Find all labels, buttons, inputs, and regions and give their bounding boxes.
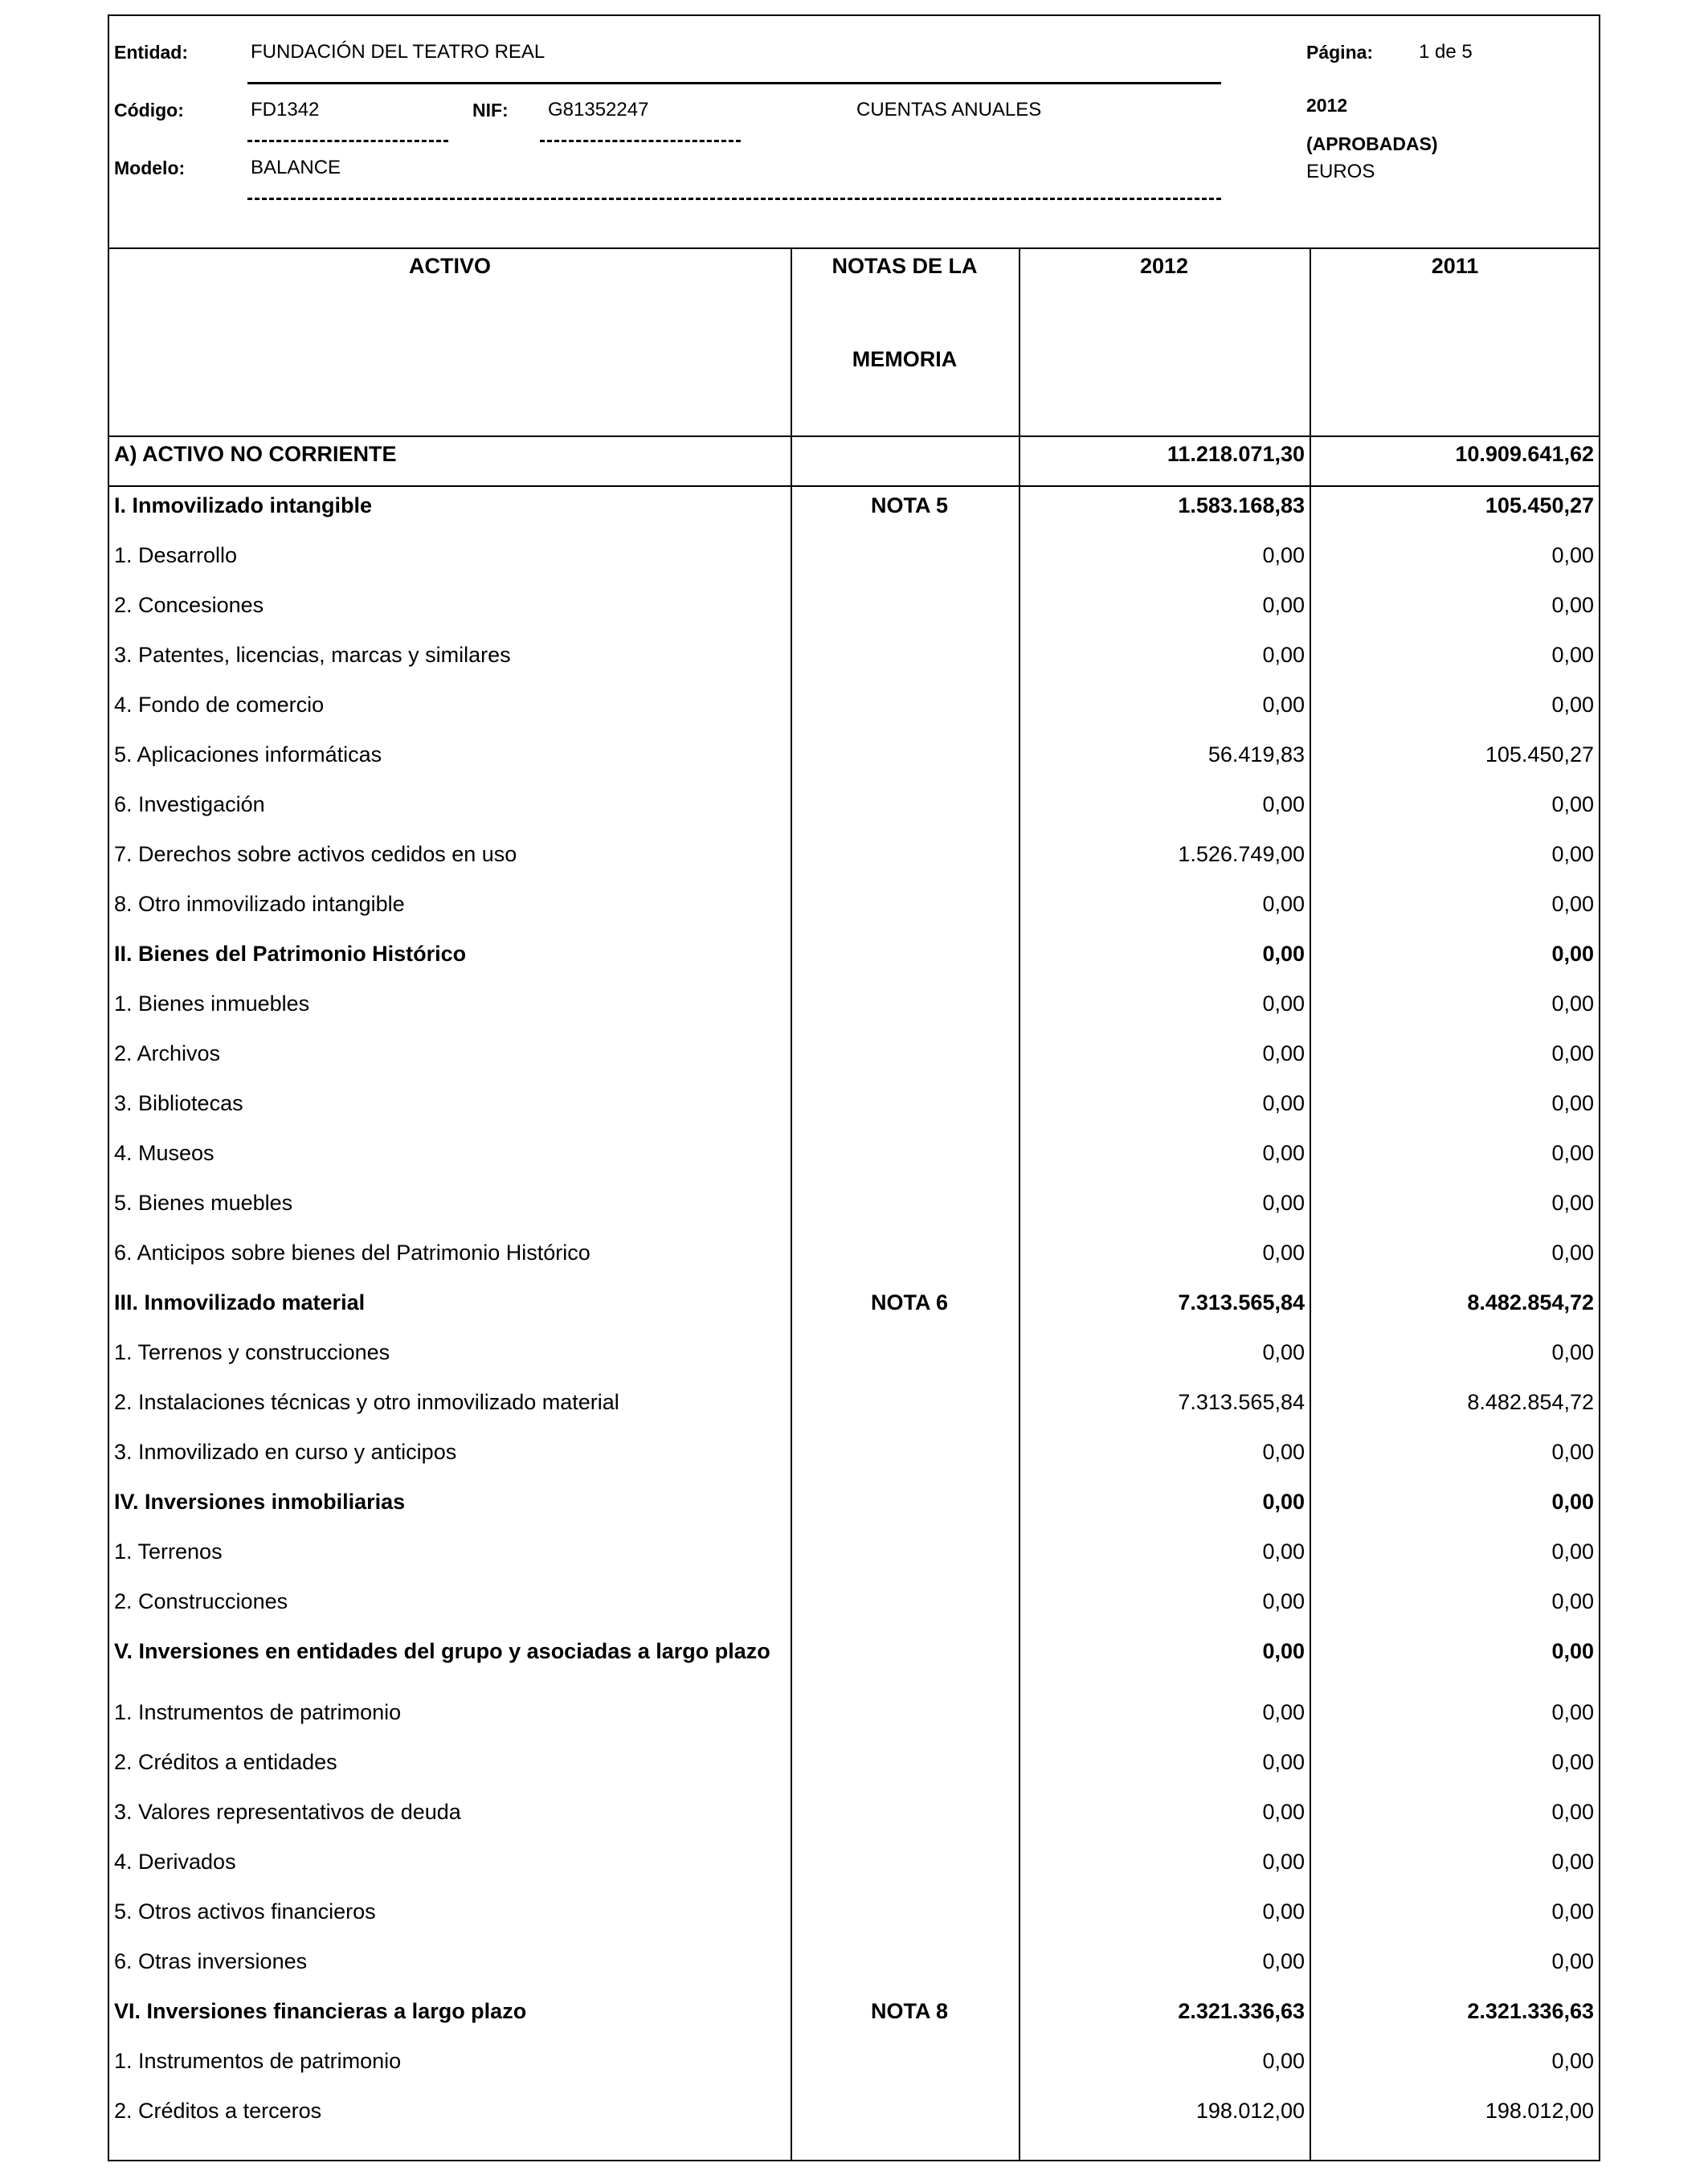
- approval-status: (APROBADAS): [1306, 133, 1438, 154]
- row-value-2012: 1.583.168,83: [1178, 493, 1305, 517]
- row-value-2011: 0,00: [1551, 1440, 1594, 1464]
- row-value-2011: 0,00: [1551, 942, 1594, 966]
- nif-value: G81352247: [548, 99, 649, 121]
- codigo-label: Código:: [114, 100, 184, 121]
- row-value-2011: 105.450,27: [1485, 493, 1594, 517]
- row-label: 3. Valores representativos de deuda: [114, 1800, 461, 1824]
- row-note: NOTA 8: [870, 1999, 948, 2023]
- row-value-2011: 0,00: [1551, 991, 1594, 1016]
- row-label: 2. Créditos a entidades: [114, 1750, 337, 1774]
- row-value-2012: 0,00: [1262, 991, 1305, 1016]
- row-value-2012: 0,00: [1262, 1800, 1305, 1824]
- row-value-2012: 0,00: [1262, 1440, 1305, 1464]
- row-value-2012: 0,00: [1262, 693, 1305, 717]
- row-value-2011: 0,00: [1551, 842, 1594, 866]
- column-divider: [791, 249, 792, 2160]
- row-value-2011: 10.909.641,62: [1455, 442, 1594, 466]
- row-value-2011: 0,00: [1551, 1589, 1594, 1613]
- row-label: 1. Desarrollo: [114, 543, 238, 567]
- row-value-2012: 0,00: [1262, 1700, 1305, 1724]
- row-value-2012: 0,00: [1262, 1589, 1305, 1613]
- row-value-2012: 0,00: [1262, 1639, 1305, 1663]
- pagina-value: 1 de 5: [1419, 41, 1473, 63]
- pagina-label: Página:: [1306, 42, 1374, 63]
- column-header-2012: 2012: [1139, 254, 1189, 278]
- row-label: 5. Aplicaciones informáticas: [114, 742, 382, 767]
- row-label: A) ACTIVO NO CORRIENTE: [114, 442, 397, 466]
- row-value-2012: 0,00: [1262, 1191, 1305, 1215]
- row-value-2012: 0,00: [1262, 1041, 1305, 1065]
- row-value-2011: 0,00: [1551, 543, 1594, 567]
- row-value-2012: 7.313.565,84: [1178, 1390, 1305, 1414]
- row-value-2011: 0,00: [1551, 1639, 1594, 1663]
- row-value-2011: 0,00: [1551, 1800, 1594, 1824]
- row-label: 4. Derivados: [114, 1850, 236, 1874]
- header-divider: [109, 435, 1599, 437]
- row-value-2011: 0,00: [1551, 1850, 1594, 1874]
- document-header: [108, 14, 1600, 247]
- row-value-2011: 0,00: [1551, 1141, 1594, 1165]
- row-label: 2. Concesiones: [114, 593, 264, 617]
- row-value-2012: 198.012,00: [1195, 2099, 1305, 2123]
- row-label: IV. Inversiones inmobiliarias: [114, 1490, 406, 1514]
- row-value-2011: 8.482.854,72: [1467, 1290, 1594, 1314]
- row-value-2012: 0,00: [1262, 2049, 1305, 2073]
- row-label: 4. Fondo de comercio: [114, 693, 325, 717]
- row-label: 2. Créditos a terceros: [114, 2099, 322, 2123]
- row-value-2012: 1.526.749,00: [1178, 842, 1305, 866]
- modelo-label: Modelo:: [114, 157, 186, 178]
- row-label: I. Inmovilizado intangible: [114, 493, 373, 517]
- row-label: 6. Otras inversiones: [114, 1949, 308, 1973]
- balance-table: [108, 247, 1600, 2161]
- row-value-2011: 198.012,00: [1485, 2099, 1594, 2123]
- row-value-2011: 0,00: [1551, 1091, 1594, 1115]
- row-label: 3. Patentes, licencias, marcas y similares: [114, 643, 511, 667]
- row-value-2011: 0,00: [1551, 1700, 1594, 1724]
- row-value-2012: 0,00: [1262, 1490, 1305, 1514]
- row-value-2012: 0,00: [1262, 1141, 1305, 1165]
- entidad-value: FUNDACIÓN DEL TEATRO REAL: [251, 41, 545, 63]
- row-value-2012: 0,00: [1262, 1241, 1305, 1265]
- row-value-2012: 0,00: [1262, 1091, 1305, 1115]
- row-value-2012: 0,00: [1262, 643, 1305, 667]
- row-label: 8. Otro inmovilizado intangible: [114, 892, 405, 916]
- row-label: 1. Instrumentos de patrimonio: [114, 2049, 402, 2073]
- entidad-label: Entidad:: [114, 42, 188, 63]
- row-label: 4. Museos: [114, 1141, 215, 1165]
- row-value-2011: 0,00: [1551, 1899, 1594, 1924]
- row-value-2011: 0,00: [1551, 792, 1594, 816]
- row-value-2012: 7.313.565,84: [1178, 1290, 1305, 1314]
- row-value-2011: 105.450,27: [1485, 742, 1594, 767]
- row-value-2012: 0,00: [1262, 1949, 1305, 1973]
- column-divider: [1019, 249, 1020, 2160]
- row-label: III. Inmovilizado material: [114, 1290, 366, 1314]
- row-value-2012: 0,00: [1262, 1539, 1305, 1564]
- row-label: 2. Construcciones: [114, 1589, 288, 1613]
- row-label: 5. Bienes muebles: [114, 1191, 293, 1215]
- row-label: 1. Terrenos: [114, 1539, 223, 1564]
- row-label: 6. Investigación: [114, 792, 265, 816]
- row-label: 1. Terrenos y construcciones: [114, 1340, 390, 1364]
- column-header-2011: 2011: [1431, 254, 1479, 278]
- row-label: 5. Otros activos financieros: [114, 1899, 376, 1924]
- row-value-2012: 0,00: [1262, 792, 1305, 816]
- row-value-2011: 0,00: [1551, 1041, 1594, 1065]
- modelo-underline: [247, 198, 1221, 200]
- row-value-2011: 0,00: [1551, 1241, 1594, 1265]
- row-value-2011: 8.482.854,72: [1467, 1390, 1594, 1414]
- document-type: CUENTAS ANUALES: [856, 99, 1042, 121]
- row-note: NOTA 6: [870, 1290, 948, 1314]
- row-value-2011: 0,00: [1551, 1490, 1594, 1514]
- nif-underline: [540, 140, 741, 142]
- row-value-2011: 0,00: [1551, 643, 1594, 667]
- row-label: 2. Archivos: [114, 1041, 221, 1065]
- fiscal-year: 2012: [1306, 95, 1348, 116]
- column-header-notas: NOTAS DE LA: [832, 254, 978, 278]
- column-header-memoria: MEMORIA: [852, 347, 958, 371]
- row-divider: [109, 485, 1599, 487]
- row-label: 3. Bibliotecas: [114, 1091, 243, 1115]
- row-value-2012: 0,00: [1262, 892, 1305, 916]
- row-value-2011: 0,00: [1551, 2049, 1594, 2073]
- entidad-underline: [247, 82, 1221, 84]
- modelo-value: BALANCE: [251, 157, 341, 178]
- row-value-2012: 0,00: [1262, 593, 1305, 617]
- row-value-2011: 0,00: [1551, 1539, 1594, 1564]
- row-value-2011: 0,00: [1551, 693, 1594, 717]
- column-header-activo: ACTIVO: [408, 254, 491, 278]
- row-label: 3. Inmovilizado en curso y anticipos: [114, 1440, 457, 1464]
- row-label: 2. Instalaciones técnicas y otro inmovilizado material: [114, 1390, 619, 1414]
- row-value-2012: 0,00: [1262, 543, 1305, 567]
- row-note: NOTA 5: [870, 493, 948, 517]
- row-label: 1. Bienes inmuebles: [114, 991, 310, 1016]
- codigo-value: FD1342: [251, 99, 320, 121]
- column-divider: [1310, 249, 1311, 2160]
- row-label: 1. Instrumentos de patrimonio: [114, 1700, 402, 1724]
- row-value-2012: 0,00: [1262, 1750, 1305, 1774]
- row-value-2011: 0,00: [1551, 892, 1594, 916]
- row-value-2012: 0,00: [1262, 1850, 1305, 1874]
- row-value-2011: 0,00: [1551, 1340, 1594, 1364]
- row-value-2012: 11.218.071,30: [1167, 442, 1305, 466]
- row-label: V. Inversiones en entidades del grupo y asociadas a largo plazo: [114, 1639, 770, 1663]
- row-value-2012: 56.419,83: [1207, 742, 1305, 767]
- row-value-2012: 0,00: [1262, 942, 1305, 966]
- row-value-2012: 2.321.336,63: [1178, 1999, 1305, 2023]
- row-value-2011: 2.321.336,63: [1467, 1999, 1594, 2023]
- row-label: VI. Inversiones financieras a largo plazo: [114, 1999, 527, 2023]
- row-label: 7. Derechos sobre activos cedidos en uso: [114, 842, 517, 866]
- row-value-2012: 0,00: [1262, 1899, 1305, 1924]
- row-value-2011: 0,00: [1551, 1191, 1594, 1215]
- row-value-2011: 0,00: [1551, 1949, 1594, 1973]
- row-label: 6. Anticipos sobre bienes del Patrimonio Histórico: [114, 1241, 590, 1265]
- nif-label: NIF:: [472, 100, 509, 121]
- row-label: II. Bienes del Patrimonio Histórico: [114, 942, 467, 966]
- codigo-underline: [247, 140, 448, 142]
- currency: EUROS: [1306, 161, 1375, 182]
- row-value-2011: 0,00: [1551, 593, 1594, 617]
- row-value-2012: 0,00: [1262, 1340, 1305, 1364]
- row-value-2011: 0,00: [1551, 1750, 1594, 1774]
